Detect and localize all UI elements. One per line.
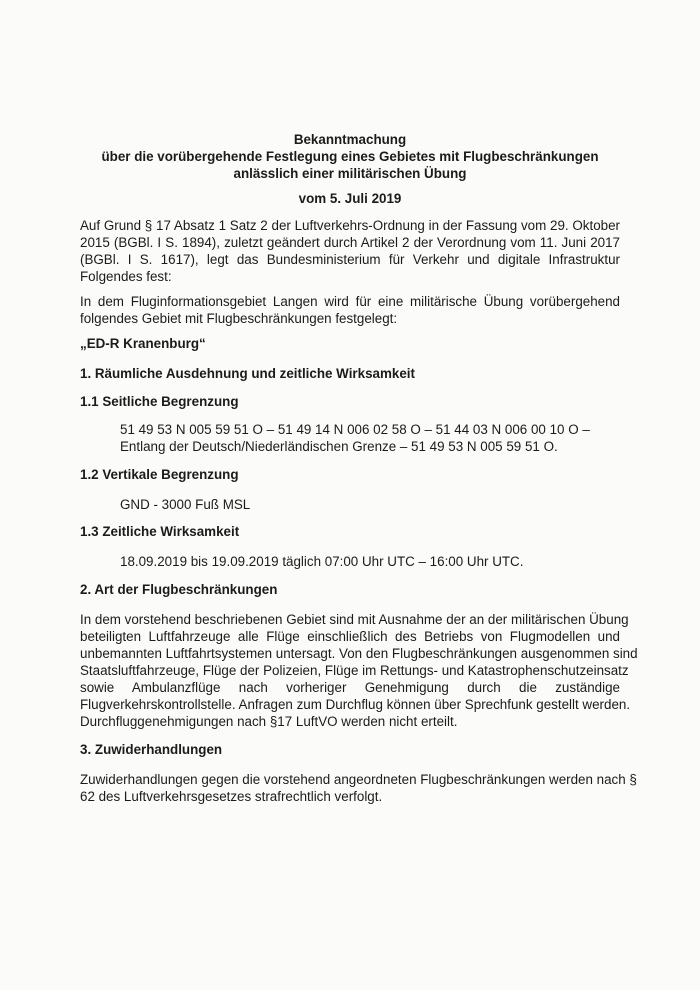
section-2-line: beteiligten Luftfahrzeuge alle Flüge einschließlich des Betriebs von Flugmodellen und [80, 629, 620, 644]
section-2-paragraph [80, 611, 638, 713]
section-1-3-heading: 1.3 Zeitliche Wirksamkeit [80, 524, 240, 539]
section-2-line: In dem vorstehend beschriebenen Gebiet sind mit Ausnahme der an der militärischen Übung [80, 612, 629, 627]
section-3-paragraph [80, 771, 637, 805]
document-title [80, 131, 620, 182]
section-3-line: Zuwiderhandlungen gegen die vorstehend angeordneten Flugbeschränkungen werden nach § [80, 772, 637, 787]
lateral-limits-line-2: Entlang der Deutsch/Niederländischen Grenze – 51 49 53 N 005 59 51 O. [120, 439, 558, 454]
intro-line: Folgendes fest: [80, 269, 172, 284]
section-2-line: Staatsluftfahrzeuge, Flüge der Polizeien, Flüge im Rettungs- und Katastrophenschutzeinsatz [80, 663, 629, 678]
fir-line: In dem Fluginformationsgebiet Langen wird für eine militärische Übung vorübergehend [80, 294, 620, 309]
fir-line: folgendes Gebiet mit Flugbeschränkungen festgelegt: [80, 311, 398, 326]
section-2-heading: 2. Art der Flugbeschränkungen [80, 582, 278, 597]
document-date: vom 5. Juli 2019 [298, 191, 402, 206]
intro-line: (BGBl. I S. 1617), legt das Bundesministerium für Verkehr und digitale Infrastruktur [80, 252, 620, 267]
section-2-line: unbemannten Luftfahrtsystemen untersagt. Von den Flugbeschränkungen ausgenommen sind [80, 646, 638, 661]
lateral-limits-line-1: 51 49 53 N 005 59 51 O – 51 49 14 N 006 02 58 O – 51 44 03 N 006 00 10 O – [120, 422, 590, 437]
intro-line: 2015 (BGBl. I S. 1894), zuletzt geändert durch Artikel 2 der Verordnung vom 11. Juni 2017 [80, 235, 620, 250]
time-validity-text: 18.09.2019 bis 19.09.2019 täglich 07:00 Uhr UTC – 16:00 Uhr UTC. [120, 554, 524, 569]
fir-paragraph [80, 293, 620, 327]
section-3-line: 62 des Luftverkehrsgesetzes strafrechtlich verfolgt. [80, 789, 383, 804]
section-2-note: Durchfluggenehmigungen nach §17 LuftVO werden nicht erteilt. [80, 714, 458, 729]
section-3-heading: 3. Zuwiderhandlungen [80, 742, 223, 757]
intro-line: Auf Grund § 17 Absatz 1 Satz 2 der Luftverkehrs-Ordnung in der Fassung vom 29. Oktober [80, 218, 620, 233]
section-2-line: sowie Ambulanzflüge nach vorheriger Genehmigung durch die zuständige [80, 680, 620, 695]
section-2-line: Flugverkehrskontrollstelle. Anfragen zum Durchflug können über Sprechfunk gestellt werden. [80, 697, 631, 712]
title-line-2: über die vorübergehende Festlegung eines Gebietes mit Flugbeschränkungen [101, 149, 599, 164]
section-1-2-heading: 1.2 Vertikale Begrenzung [80, 467, 239, 482]
title-line-1: Bekanntmachung [293, 132, 407, 147]
area-name: „ED-R Kranenburg“ [80, 336, 206, 351]
intro-paragraph [80, 217, 620, 285]
title-line-3: anlässlich einer militärischen Übung [233, 166, 467, 181]
vertical-limits-text: GND - 3000 Fuß MSL [120, 497, 251, 512]
section-1-heading: 1. Räumliche Ausdehnung und zeitliche Wirksamkeit [80, 366, 415, 381]
section-1-1-heading: 1.1 Seitliche Begrenzung [80, 394, 239, 409]
